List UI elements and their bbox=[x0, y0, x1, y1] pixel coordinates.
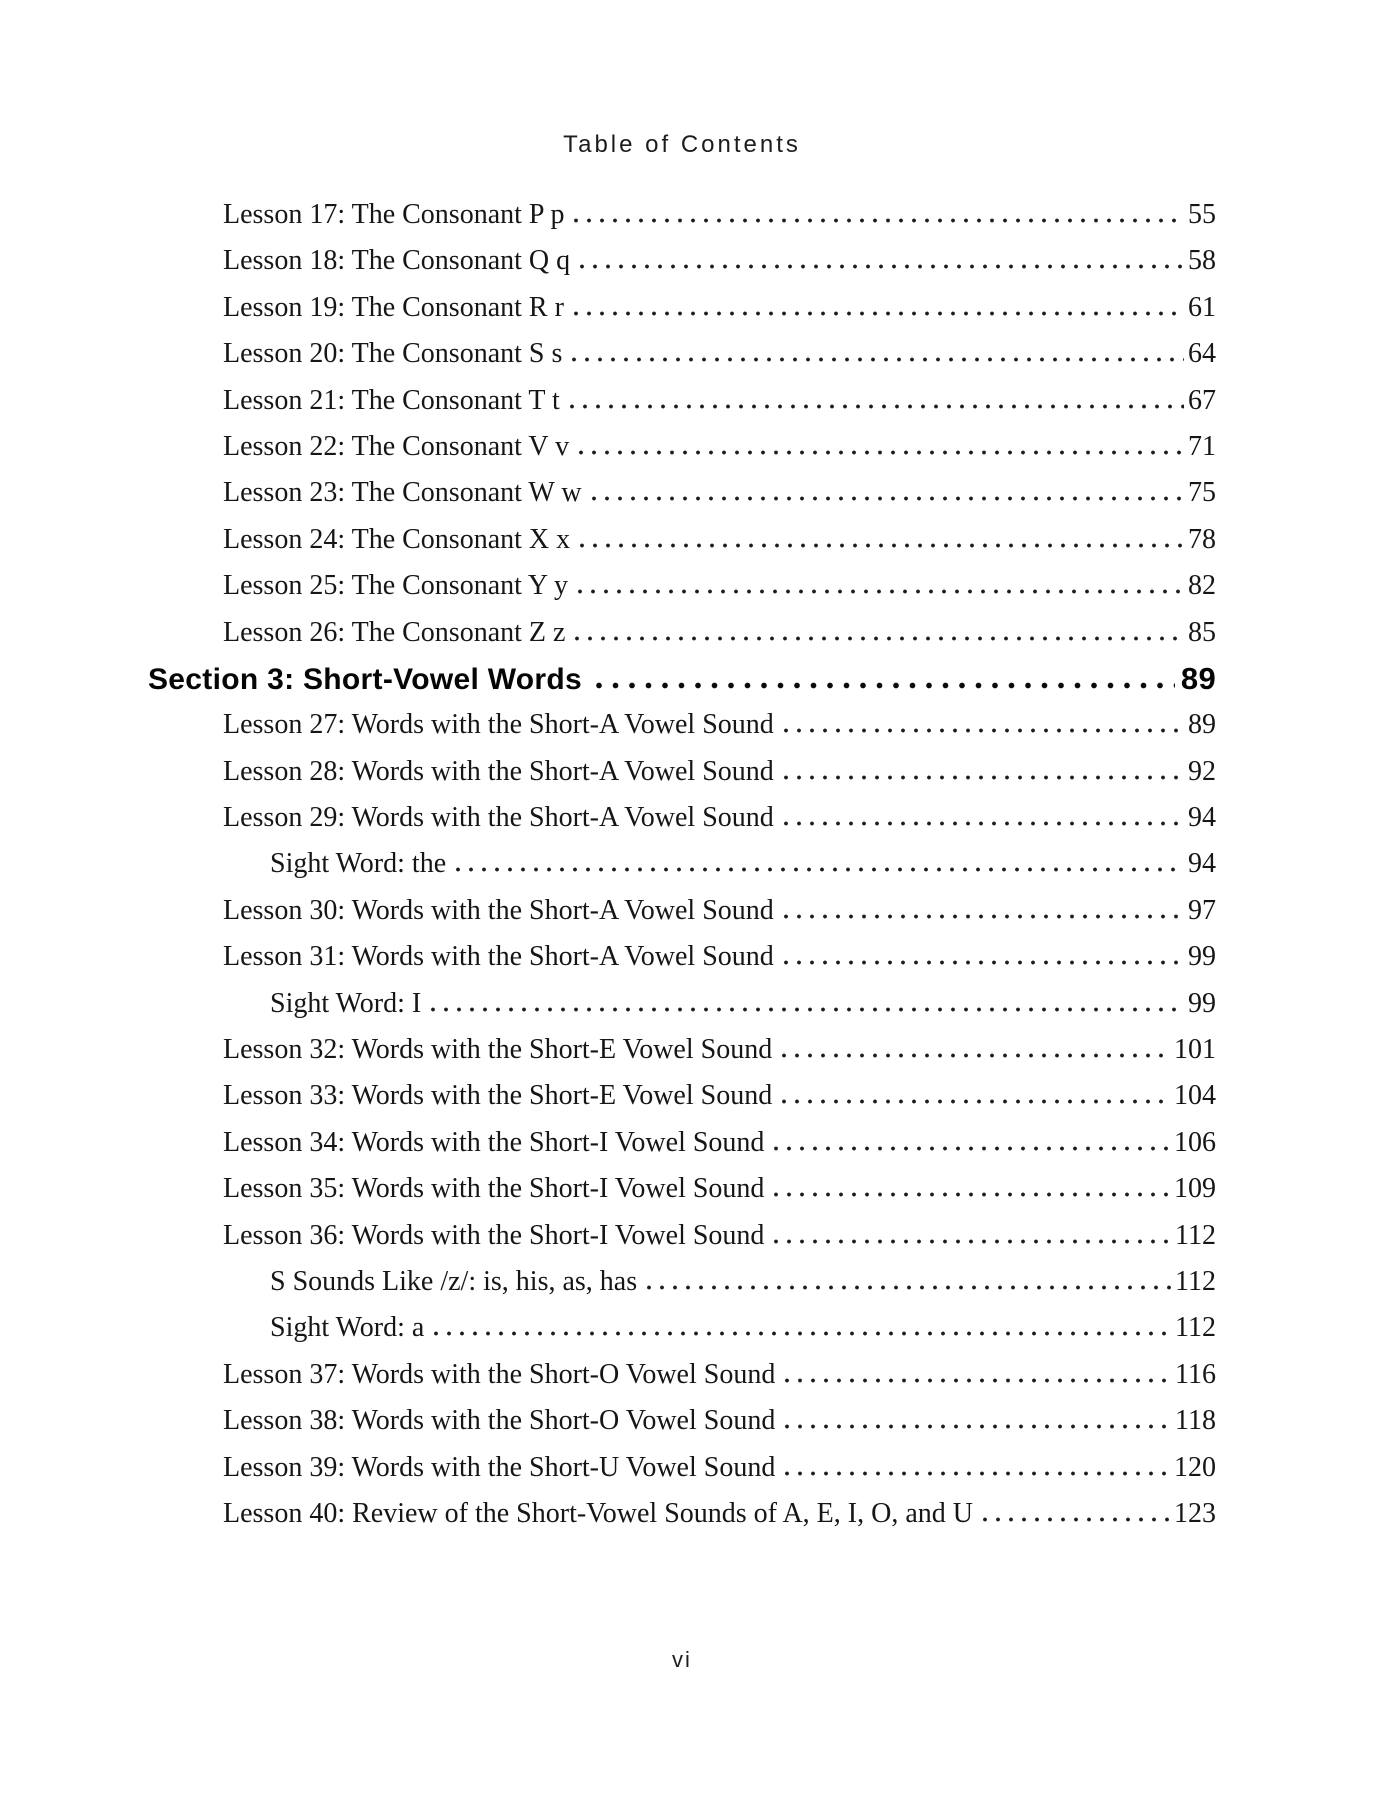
dot-leader bbox=[570, 404, 1184, 409]
toc-section-label: Section 3: Short-Vowel Words bbox=[148, 662, 582, 696]
toc-entry-label: Sight Word: I bbox=[270, 987, 422, 1019]
toc-entry-label: Lesson 19: The Consonant R r bbox=[223, 291, 564, 323]
toc-entry-page: 116 bbox=[1175, 1358, 1216, 1390]
toc-entry-label: Lesson 28: Words with the Short-A Vowel Sound bbox=[223, 755, 774, 787]
toc-entry-row bbox=[148, 981, 1216, 1027]
dot-leader bbox=[784, 960, 1184, 965]
toc-entry-label: S Sounds Like /z/: is, his, as, has bbox=[270, 1265, 638, 1297]
dot-leader bbox=[782, 1053, 1170, 1058]
dot-leader bbox=[785, 1471, 1170, 1476]
toc-entry-label: Lesson 38: Words with the Short-O Vowel Sound bbox=[223, 1405, 776, 1437]
dot-leader bbox=[784, 821, 1184, 826]
toc-entry-row bbox=[148, 192, 1216, 238]
toc-entry-label: Lesson 17: The Consonant P p bbox=[223, 199, 565, 230]
toc-entry-page: 104 bbox=[1174, 1080, 1216, 1112]
toc-entry-row bbox=[148, 378, 1216, 424]
toc-entry-row bbox=[148, 517, 1216, 563]
toc-entry-page: 123 bbox=[1174, 1497, 1216, 1529]
toc-entry-page: 112 bbox=[1175, 1265, 1216, 1297]
toc-entry-label: Sight Word: the bbox=[270, 848, 447, 880]
toc-entry-page: 99 bbox=[1188, 987, 1216, 1019]
dot-leader bbox=[578, 589, 1184, 594]
toc-entry-row bbox=[148, 1398, 1216, 1444]
toc-entry-page: 71 bbox=[1188, 430, 1216, 462]
toc-entry-row bbox=[148, 934, 1216, 980]
toc-entry-row bbox=[148, 285, 1216, 331]
dot-leader bbox=[434, 1331, 1171, 1336]
toc-entry-page: 92 bbox=[1188, 755, 1216, 787]
toc-entry-row bbox=[148, 841, 1216, 887]
toc-entry-label: Sight Word: a bbox=[270, 1312, 425, 1344]
toc-entry-label: Lesson 29: Words with the Short-A Vowel Sound bbox=[223, 802, 774, 834]
toc-section-row bbox=[148, 656, 1216, 702]
toc-entry-page: 112 bbox=[1175, 1219, 1216, 1251]
toc-entry-row bbox=[148, 470, 1216, 516]
dot-leader bbox=[784, 914, 1184, 919]
dot-leader bbox=[782, 1099, 1170, 1104]
toc-entry-row bbox=[148, 1305, 1216, 1351]
toc-entry-row bbox=[148, 424, 1216, 470]
toc-entry-page: 94 bbox=[1188, 802, 1216, 834]
toc-entry-row bbox=[148, 1073, 1216, 1119]
toc-entry-row bbox=[148, 1027, 1216, 1073]
toc-entry-page: 120 bbox=[1174, 1451, 1216, 1483]
toc-entry-page: 89 bbox=[1180, 660, 1216, 696]
toc-entry-row bbox=[148, 795, 1216, 841]
toc-entry-label: Lesson 31: Words with the Short-A Vowel Sound bbox=[223, 941, 774, 973]
toc-entry-row bbox=[148, 888, 1216, 934]
dot-leader bbox=[580, 543, 1184, 548]
dot-leader bbox=[774, 1192, 1170, 1197]
toc-entry-label: Lesson 33: Words with the Short-E Vowel Sound bbox=[223, 1080, 773, 1112]
toc-entry-row bbox=[148, 1213, 1216, 1259]
toc-entry-page: 78 bbox=[1188, 523, 1216, 555]
toc-entry-row bbox=[148, 702, 1216, 748]
dot-leader bbox=[785, 1424, 1171, 1429]
dot-leader bbox=[574, 218, 1184, 223]
toc-entry-page: 97 bbox=[1188, 894, 1216, 926]
toc-entry-page: 94 bbox=[1188, 848, 1216, 880]
dot-leader bbox=[579, 450, 1184, 455]
toc-entry-page: 61 bbox=[1188, 291, 1216, 323]
toc-entry-label: Lesson 39: Words with the Short-U Vowel Sound bbox=[223, 1451, 776, 1483]
toc-entry-label: Lesson 25: The Consonant Y y bbox=[223, 570, 569, 602]
page-number-folio: vi bbox=[672, 1647, 692, 1672]
dot-leader bbox=[574, 311, 1184, 316]
toc-entry-page: 82 bbox=[1188, 570, 1216, 602]
toc-entry-row bbox=[148, 1352, 1216, 1398]
toc-entry-row bbox=[148, 749, 1216, 795]
dot-leader bbox=[784, 775, 1184, 780]
toc-entry-label: Lesson 32: Words with the Short-E Vowel Sound bbox=[223, 1034, 773, 1066]
page-title: Table of Contents bbox=[563, 131, 801, 158]
dot-leader bbox=[592, 496, 1184, 501]
dot-leader bbox=[575, 636, 1184, 641]
toc-entry-label: Lesson 37: Words with the Short-O Vowel Sound bbox=[223, 1358, 776, 1390]
dot-leader bbox=[647, 1285, 1171, 1290]
toc-entry-page: 58 bbox=[1188, 245, 1216, 277]
toc-entry-page: 112 bbox=[1175, 1312, 1216, 1344]
toc-entry-page: 67 bbox=[1188, 384, 1216, 416]
toc-entry-label: Lesson 40: Review of the Short-Vowel Sounds of A, E, I, O, and U bbox=[223, 1497, 973, 1529]
toc-entry-row bbox=[148, 563, 1216, 609]
toc-entry-row bbox=[148, 1259, 1216, 1305]
dot-leader bbox=[784, 728, 1184, 733]
toc-entry-label: Lesson 24: The Consonant X x bbox=[223, 523, 571, 555]
toc-entry-label: Lesson 36: Words with the Short-I Vowel Sound bbox=[223, 1219, 765, 1251]
dot-leader bbox=[580, 264, 1184, 269]
toc-list bbox=[148, 192, 1216, 1537]
toc-entry-label: Lesson 21: The Consonant T t bbox=[223, 384, 560, 416]
toc-entry-page: 89 bbox=[1188, 709, 1216, 741]
toc-entry-label: Lesson 26: The Consonant Z z bbox=[223, 616, 566, 648]
dot-leader bbox=[456, 867, 1184, 872]
toc-entry-page: 109 bbox=[1174, 1173, 1216, 1205]
toc-entry-row bbox=[148, 1491, 1216, 1537]
toc-entry-page: 101 bbox=[1174, 1034, 1216, 1066]
toc-entry-page: 106 bbox=[1174, 1126, 1216, 1158]
toc-entry-row bbox=[148, 610, 1216, 656]
toc-entry-label: Lesson 22: The Consonant V v bbox=[223, 430, 570, 462]
toc-entry-label: Lesson 20: The Consonant S s bbox=[223, 338, 563, 370]
dot-leader bbox=[572, 357, 1184, 362]
toc-entry-row bbox=[148, 238, 1216, 284]
toc-entry-page: 85 bbox=[1188, 616, 1216, 648]
toc-entry-page: 64 bbox=[1188, 338, 1216, 370]
toc-entry-label: Lesson 34: Words with the Short-I Vowel Sound bbox=[223, 1126, 765, 1158]
toc-entry-label: Lesson 27: Words with the Short-A Vowel Sound bbox=[223, 709, 774, 741]
toc-entry-row bbox=[148, 1166, 1216, 1212]
dot-leader bbox=[785, 1378, 1171, 1383]
toc-entry-label: Lesson 35: Words with the Short-I Vowel Sound bbox=[223, 1173, 765, 1205]
dot-leader bbox=[431, 1007, 1184, 1012]
toc-entry-page: 55 bbox=[1188, 199, 1216, 230]
toc-entry-row bbox=[148, 331, 1216, 377]
toc-entry-row bbox=[148, 1445, 1216, 1491]
toc-entry-label: Lesson 23: The Consonant W w bbox=[223, 477, 582, 509]
toc-entry-label: Lesson 30: Words with the Short-A Vowel Sound bbox=[223, 894, 774, 926]
dot-leader bbox=[774, 1239, 1171, 1244]
toc-entry-page: 75 bbox=[1188, 477, 1216, 509]
toc-entry-row bbox=[148, 1120, 1216, 1166]
dot-leader bbox=[596, 682, 1175, 689]
toc-entry-page: 118 bbox=[1175, 1405, 1216, 1437]
toc-entry-label: Lesson 18: The Consonant Q q bbox=[223, 245, 571, 277]
dot-leader bbox=[983, 1517, 1170, 1522]
toc-entry-page: 99 bbox=[1188, 941, 1216, 973]
dot-leader bbox=[774, 1146, 1170, 1151]
